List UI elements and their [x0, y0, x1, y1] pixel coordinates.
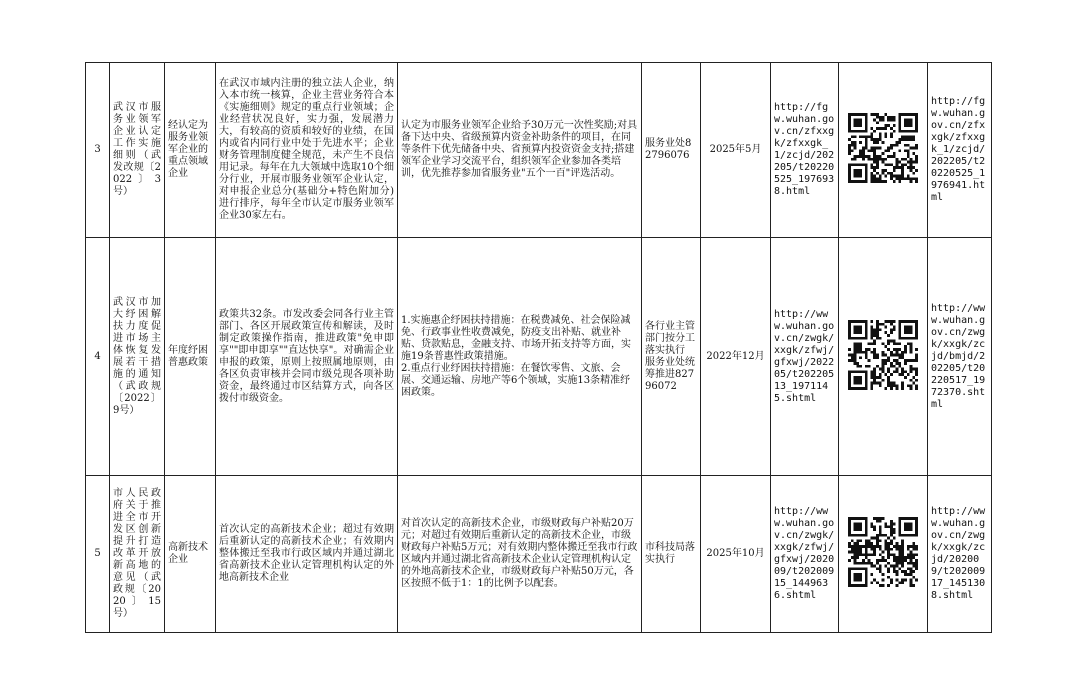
- qr-code-icon[interactable]: [848, 113, 918, 183]
- support-content: 认定为市服务业领军企业给予30万元一次性奖励;对具备下达中央、省级预算内资金补助条件的项目，在同等条件下优先储备中央、省预算内投资资金支持;搭建领军企业学习交流平台，组织领军企业参加各类培训，优先推荐参加省服务业"五个一百"评选活动。: [398, 63, 642, 238]
- support-content: 1.实施惠企纾困扶持措施：在税费减免、社会保险减免、行政事业性收费减免，防疫支出补贴、就业补贴、贷款贴息，金融支持、市场开拓支持等方面，实施19条普惠性政策措施。 2.重点行业纾困扶持措施：在餐饮零售、文旅、会展、交通运输、房地产等6个领域，实施13条精准纾困政策。: [398, 238, 642, 476]
- application-conditions: 政策共32条。市发改委会同各行业主管部门、各区开展政策宣传和解读，及时制定政策操作指南，推进政策"免申即享""即申即享""直达快享"。对确需企业申报的政策，原则上按照属地原则，由各区负责审核并会同市级兑现各项补助资金，最终通过市区结算方式，向各区拨付市级资金。: [216, 238, 398, 476]
- row-number: 4: [86, 238, 110, 476]
- expiry-date: 2025年5月: [701, 63, 771, 238]
- row-number: 3: [86, 63, 110, 238]
- qr-code-icon[interactable]: [848, 517, 918, 587]
- target-subject: 经认定为服务业领军企业的重点领域企业: [165, 63, 216, 238]
- qr-code-icon[interactable]: [848, 320, 918, 390]
- expiry-date: 2025年10月: [701, 476, 771, 633]
- application-conditions: 在武汉市域内注册的独立法人企业，纳入本市统一核算，企业主营业务符合本《实施细则》规定的重点行业领域；企业经营状况良好，实力强，发展潜力大，有较高的资质和较好的业绩，在国内或省内同行业中处于先进水平；企业财务管理制度健全规范，未产生不良信用记录。每年在九大领域中选取10个细分行业，开展市服务业领军企业认定，对申报企业总分(基础分+特色附加分)进行排序，每年全市认定市服务业领军企业30家左右。: [216, 63, 398, 238]
- policy-table: [85, 62, 992, 633]
- qr-code-cell: [839, 476, 928, 633]
- policy-name: 武汉市加大纾困解扶力度促进市场主体恢复发展若干措施的通知（武政规〔2022〕9号）: [110, 238, 165, 476]
- target-subject: 高新技术企业: [165, 476, 216, 633]
- row-number: 5: [86, 476, 110, 633]
- support-content: 对首次认定的高新技术企业，市级财政每户补贴20万元；对超过有效期后重新认定的高新技术企业，市级财政每户补贴5万元；对有效期内整体搬迁至我市行政区域内并通过湖北省高新技术企业认定管理机构认定的外地高新技术企业，市级财政每户补贴50万元，各区按照不低于1：1的比例予以配套。: [398, 476, 642, 633]
- policy-link[interactable]: http://www.wuhan.gov.cn/zwgk/xxgk/zfwj/gfxwj/202009/t20200915_1449636.shtml: [771, 476, 839, 633]
- policy-link[interactable]: http://www.wuhan.gov.cn/zwgk/xxgk/zfwj/gfxwj/202205/t20220513_1971145.shtml: [771, 238, 839, 476]
- interpretation-link[interactable]: http://www.wuhan.gov.cn/zwgk/xxgk/zcjd/bmjd/202205/t20220517_1972370.shtml: [928, 238, 992, 476]
- target-subject: 年度纾困普惠政策: [165, 238, 216, 476]
- qr-code-cell: [839, 238, 928, 476]
- policy-name: 市人民政府关于推进全市开发区创新提升打造改革开放新高地的意见（武政规〔2020〕15号）: [110, 476, 165, 633]
- table-row: [86, 476, 992, 633]
- qr-code-cell: [839, 63, 928, 238]
- policy-name: 武汉市服务业领军企业认定工作实施细则（武发改规〔2022〕3号）: [110, 63, 165, 238]
- responsible-department: 各行业主管部门按分工落实执行 服务业处统筹推进82796072: [642, 238, 701, 476]
- interpretation-link[interactable]: http://www.wuhan.gov.cn/zwgk/xxgk/zcjd/202009/t20200917_1451308.shtml: [928, 476, 992, 633]
- policy-link[interactable]: http://fgw.wuhan.gov.cn/zfxxgk/zfxxgk_1/zcjd/202205/t20220525_1976938.html: [771, 63, 839, 238]
- table-row: [86, 238, 992, 476]
- interpretation-link[interactable]: http://fgw.wuhan.gov.cn/zfxxgk/zfxxgk_1/zcjd/202205/t20220525_1976941.html: [928, 63, 992, 238]
- table-row: [86, 63, 992, 238]
- expiry-date: 2022年12月: [701, 238, 771, 476]
- application-conditions: 首次认定的高新技术企业；超过有效期后重新认定的高新技术企业；有效期内整体搬迁至我市行政区域内并通过湖北省高新技术企业认定管理机构认定的外地高新技术企业: [216, 476, 398, 633]
- responsible-department: 服务业处82796076: [642, 63, 701, 238]
- responsible-department: 市科技局落实执行: [642, 476, 701, 633]
